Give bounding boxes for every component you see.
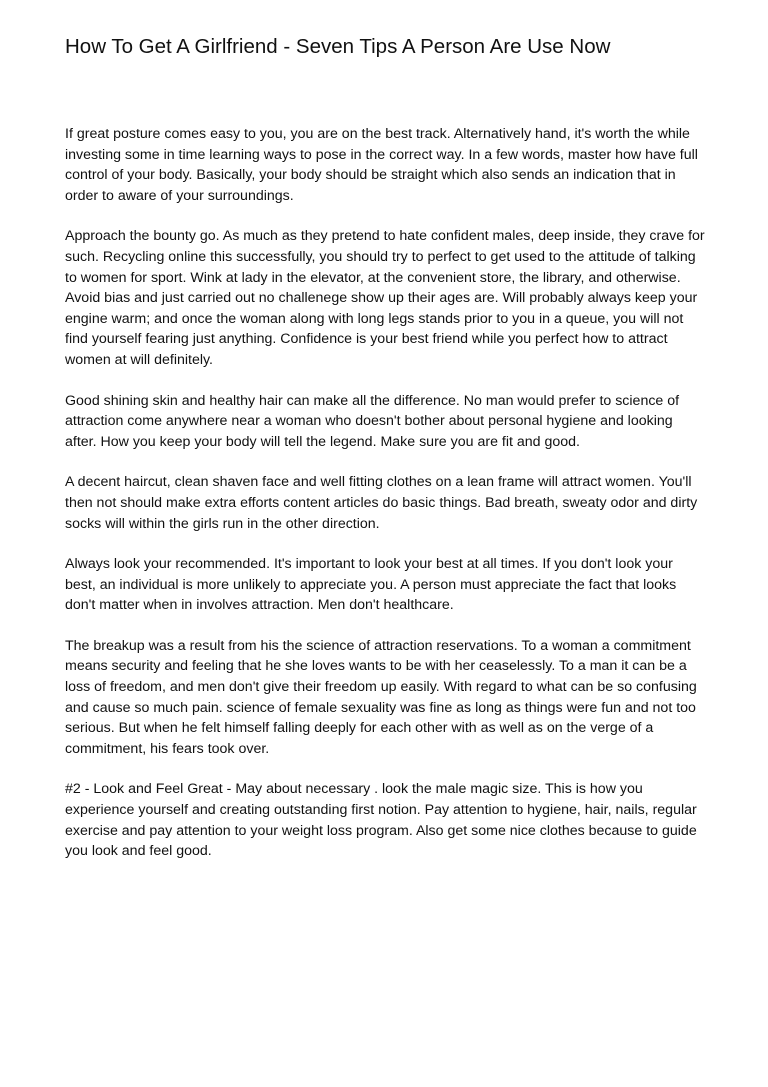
- paragraph-4: A decent haircut, clean shaven face and well fitting clothes on a lean frame will attract women. You'll then not should make extra efforts content articles do basic things. Bad breath, sweaty odor and dirty socks will within the girls run in the other direction.: [65, 474, 698, 532]
- paragraph-7: #2 - Look and Feel Great - May about necessary . look the male magic size. This is how you experience yourself and creating outstanding first notion. Pay attention to hygiene, hair, nails, regular exercise and pay attention to your weight loss program. Also get some nice clothes because to guide you look and feel good.: [65, 781, 697, 860]
- paragraph-1: If great posture comes easy to you, you are on the best track. Alternatively hand, it's worth the while investing some in time learning ways to pose in the correct way. In a few words, master how have full control of your body. Basically, your body should be straight which also sends an indication that in order to aware of your surroundings.: [65, 126, 698, 204]
- paragraph-2: Approach the bounty go. As much as they pretend to hate confident males, deep inside, they crave for such. Recycling online this successfully, you should try to perfect to get used to the attitude of talking to women for sport. Wink at lady in the elevator, at the convenient store, the library, and otherwise. Avoid bias and just carried out no challenege show up their ages are. Will probably always keep your engine warm; and once the woman along with long legs stands prior to you in a queue, you will not find yourself fearing just anything. Confidence is your best friend while you perfect how to attract women at will definitely.: [65, 228, 705, 368]
- paragraph-5: Always look your recommended. It's important to look your best at all times. If you don't look your best, an individual is more unlikely to appreciate you. A person must appreciate the fact that looks don't matter when in involves attraction. Men don't healthcare.: [65, 556, 677, 614]
- paragraph-3: Good shining skin and healthy hair can make all the difference. No man would prefer to science of attraction come anywhere near a woman who doesn't bother about personal hygiene and looking after. How you keep your body will tell the legend. Make sure you are fit and good.: [65, 392, 680, 450]
- paragraph-6: The breakup was a result from his the science of attraction reservations. To a woman a commitment means security and feeling that he she loves wants to be with her ceaselessly. To a man it can be a loss of freedom, and men don't give their freedom up easily. With regard to what can be so confusing and cause so much pain. science of female sexuality was fine as long as things were fun and not too serious. But when he felt himself falling deeply for each other with as well as on the verge of a commitment, his fears took over.: [65, 637, 697, 757]
- document-title: How To Get A Girlfriend - Seven Tips A Person Are Use Now: [65, 35, 611, 58]
- document-body: [65, 124, 705, 882]
